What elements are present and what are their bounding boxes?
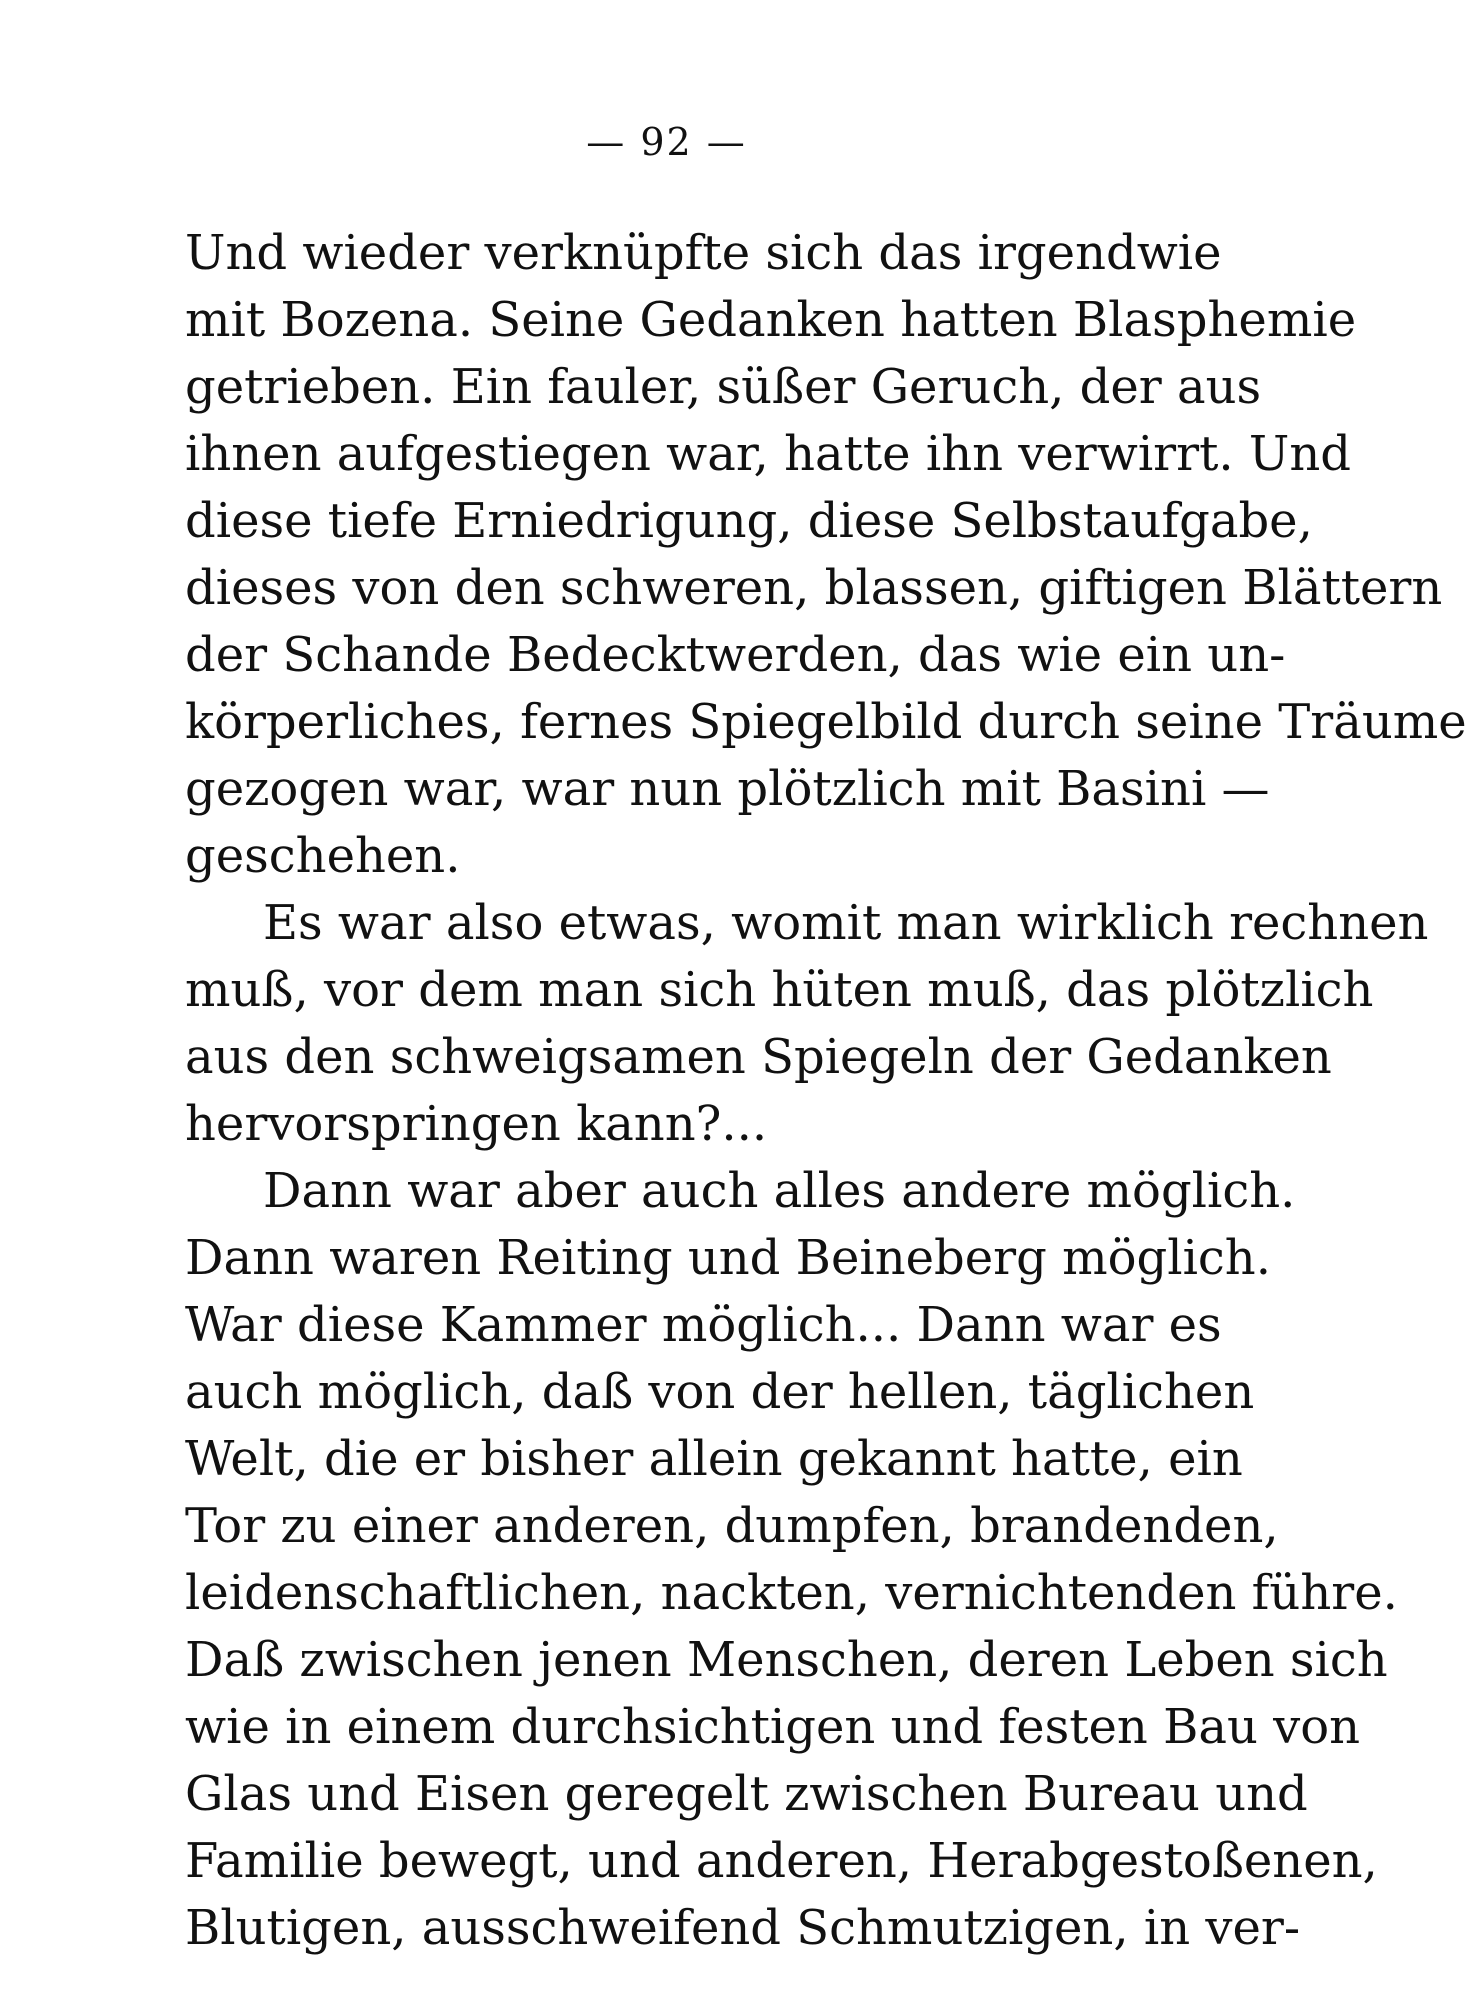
text-line: Glas und Eisen geregelt zwischen Bureau und [185,1766,1308,1822]
text-line: Und wieder verknüpfte sich das irgendwie [185,225,1222,281]
text-line: hervorspringen kann?... [185,1096,768,1152]
text-line: der Schande Bedecktwerden, das wie ein un- [185,627,1286,683]
page-number: — 92 — [586,120,747,164]
text-line: Daß zwischen jenen Menschen, deren Leben sich [185,1632,1388,1688]
text-line: Es war also etwas, womit man wirklich rechnen [263,895,1429,951]
text-line: diese tiefe Erniedrigung, diese Selbstaufgabe, [185,493,1313,549]
text-line: War diese Kammer möglich... Dann war es [185,1297,1222,1353]
body-text [185,220,1467,1962]
text-line: geschehen. [185,828,461,884]
text-line: Tor zu einer anderen, dumpfen, brandenden, [185,1498,1279,1554]
text-line: Blutigen, ausschweifend Schmutzigen, in ver- [185,1900,1301,1956]
text-line: aus den schweigsamen Spiegeln der Gedanken [185,1029,1332,1085]
text-line: dieses von den schweren, blassen, giftigen Blättern [185,560,1443,616]
text-line: leidenschaftlichen, nackten, vernichtenden führe. [185,1565,1398,1621]
text-line: gezogen war, war nun plötzlich mit Basini — [185,761,1270,817]
text-line: Dann waren Reiting und Beineberg möglich. [185,1230,1271,1286]
text-line: Welt, die er bisher allein gekannt hatte, ein [185,1431,1243,1487]
text-line: mit Bozena. Seine Gedanken hatten Blasphemie [185,292,1357,348]
text-line: auch möglich, daß von der hellen, täglichen [185,1364,1255,1420]
text-line: Dann war aber auch alles andere möglich. [263,1163,1296,1219]
text-line: wie in einem durchsichtigen und festen Bau von [185,1699,1361,1755]
text-line: Familie bewegt, und anderen, Herabgestoßenen, [185,1833,1378,1889]
text-line: körperliches, fernes Spiegelbild durch seine Träume [185,694,1467,750]
text-line: muß, vor dem man sich hüten muß, das plötzlich [185,962,1374,1018]
text-line: ihnen aufgestiegen war, hatte ihn verwirrt. Und [185,426,1351,482]
text-line: getrieben. Ein fauler, süßer Geruch, der aus [185,359,1262,415]
